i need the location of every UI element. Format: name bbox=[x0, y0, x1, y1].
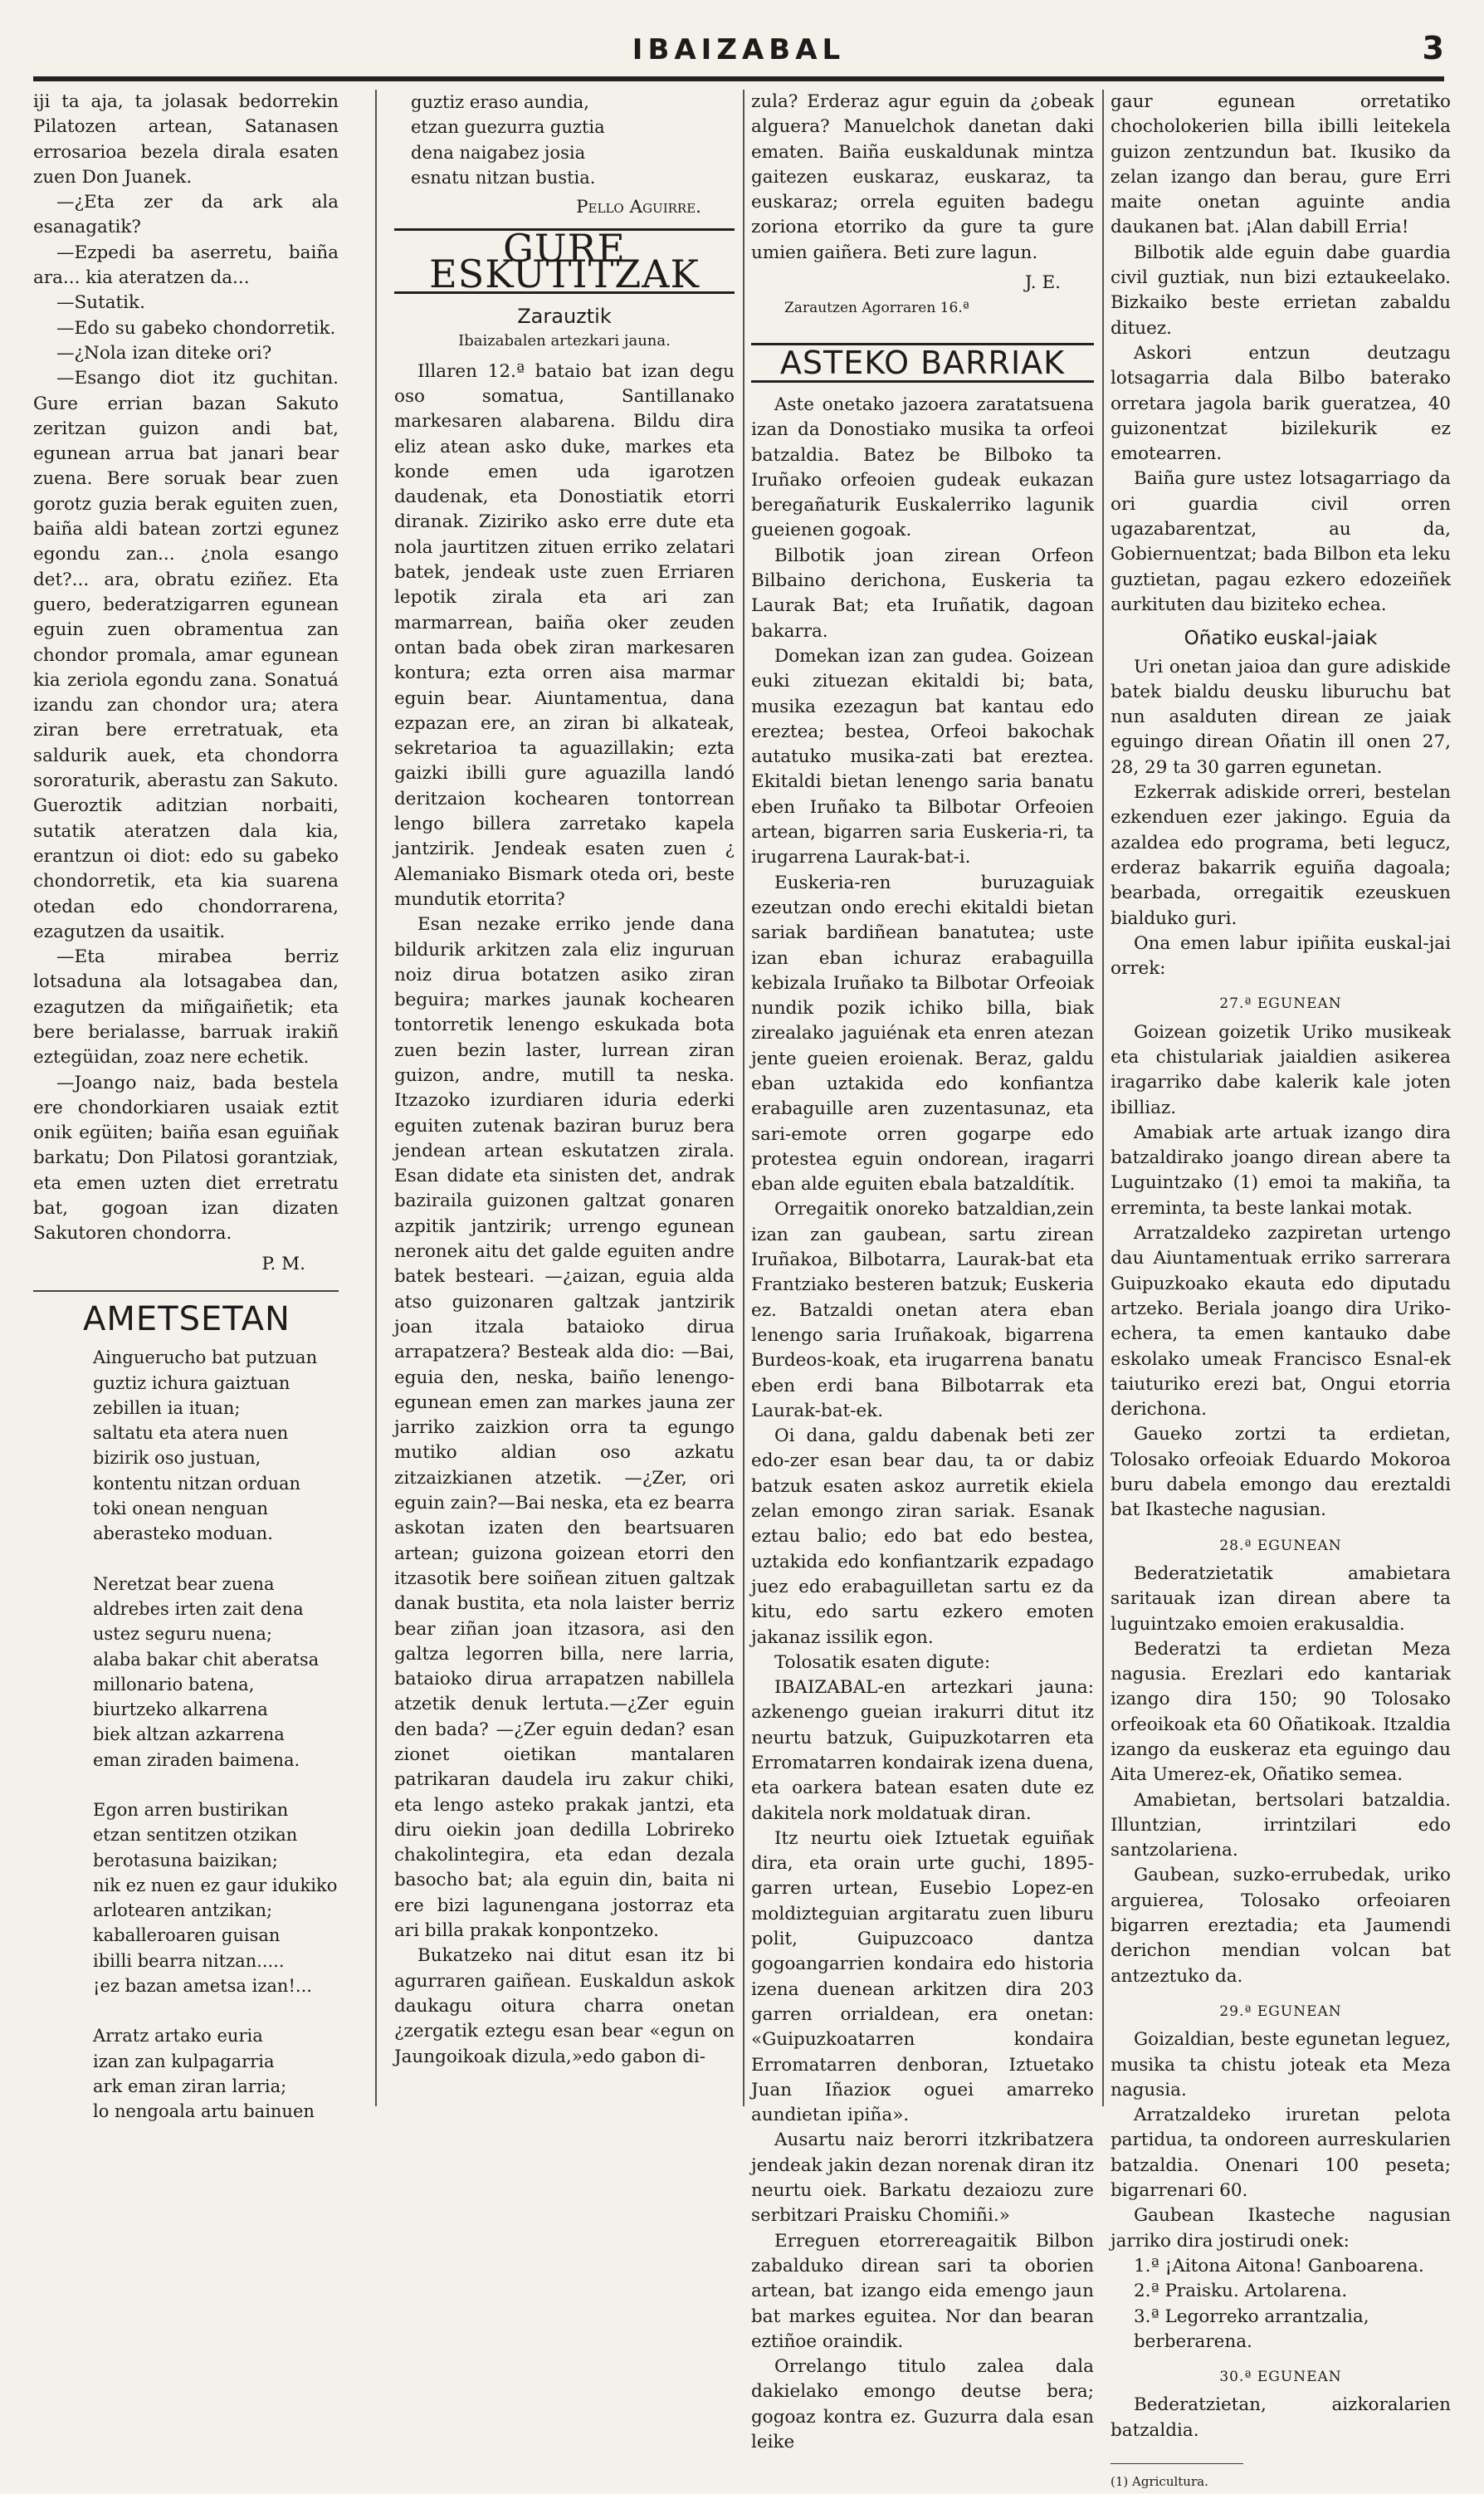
paragraph: Esan nezake erriko jende dana bildurik arkitzen zala eliz inguruan noiz dirua botatzen asiko ziran beguira; markes jaunak kochearen tontorretik lenengo eskukada bota zuen bezin laster, lurrean ziran guizon, andre, mutill ta neska. Itzazoko izurdiaren iduria ederki eguiten zutenak baziran buruz bera jendean artean eskutatzen zirala. Esan didate eta sinisten det, andrak baziraila guizonen galtzat gonaren azpitik jantzirik; urrengo egunean neronek aitu det galde eguiten andre batek besteari. —¿aizan, eguia alda atso guizonaren galtzak jantzirik joan itzala bataioko dirua arrapatzera? Besteak alda dio: —Bai, eguia den, neska, baiño lenengo-egunean emen zan markes jauna zer jarriko zaizkion orra ta egungo mutiko aldian oso azkatu zitzaizkianen atzetik. —¿Zer, ori eguin zain?—Bai neska, eta ez bearra askotan izaten den beartsuaren artean; guizona goizean etorri den itzasotik bere soiñean zituen galtzak danak bustita, eta nola laister berriz bear ziñan joan itzasora, asi den galtza legorren billa, nere larria, bataioko dirua arrapatzen nabillela atzetik denuk lertuta.—¿Zer eguin den bada? —¿Zer eguin dedan? esan zionet oietikan mantalaren patrikaran daudela iru zakur chiki, eta lengo asteko prakak jantzi, eta diru oiekin joan dedilla Lobrireko chakolintegira, eta edan dezala basocho bat; ala eguin din, baita ni ere bizi lagunengana jostorraz eta ari billa prakak konpontzeko. bbox=[394, 914, 735, 1942]
article-signature: P. M. bbox=[261, 1253, 305, 1274]
play-list-item: 3.ª Legorreko arrantzalia, berberarena. bbox=[1134, 2306, 1369, 2352]
poem-line: biek altzan azkarrena bbox=[93, 1724, 285, 1745]
paragraph: IBAIZABAL-en artezkari jauna: azkenengo gueian irakurri ditut itz neurtu batzuk, Guipuzkotarren eta Erromatarren kondairak izena duena, eta oarkera batean esaten dute ez dakitela nork moldatuak diran. bbox=[751, 1677, 1094, 1824]
paragraph: zula? Erderaz agur eguin da ¿obeak alguera? Manuelchok danetan daki ematen. Baiña euskaldunak mintza gaitezen euskaraz, euskaraz, ta euskaraz; orrela eguiten badegu zoriona etorriko da gure ta gure umien gaiñera. Beti zure lagun. bbox=[751, 91, 1094, 263]
poem-line: guztiz ichura gaiztuan bbox=[93, 1372, 290, 1393]
dialogue-article bbox=[33, 90, 339, 1247]
play-list-item: 2.ª Praisku. Artolarena. bbox=[1134, 2281, 1348, 2302]
header-rule bbox=[33, 76, 1444, 81]
paragraph: Askori entzun deutzagu lotsagarria dala Bilbo baterako orretara jagola barik gueratzea, 40 guizonentzat bizilekurik ez emotearren. bbox=[1111, 342, 1451, 465]
paragraph: Illaren 12.ª bataio bat izan degu oso somatua, Santillanako markesaren alabarena. Bildu dira eliz atean asko duke, markes eta konde emen uda igarotzen daudenak, eta Donostiatik etorri diranak. Ziziriko asko erre dute eta nola jaurtitzen zituen erriko zelatari batek, jendeak uste zuen Erriaren lepotik zirala eta ari zan marmarrean, baiña oker zeuden ontan bada obek ziran markesaren kontura; ezta orren aisa marmar eguin bear. Aiuntamentua, dana ezpazan ere, an ziran bi alkateak, sekretarioa ta aguazillakin; ezta gaizki ibilli gure aguazilla landó deritzaion kochearen tontorrean lengo billera zarretako kapela jantzirik. Jendeak esaten zuen ¿ Alemaniako Bismark oteda ori, beste mundutik etorrita? bbox=[394, 360, 735, 910]
poem-line: Neretzat bear zuena bbox=[93, 1573, 275, 1594]
festival-program bbox=[1111, 991, 1451, 2443]
poem-line: izan zan kulpagarria bbox=[93, 2051, 275, 2071]
letter-origin: Zarauztik bbox=[517, 305, 612, 329]
paragraph: —¿Nola izan diteke ori? bbox=[56, 342, 272, 364]
paragraph: Domekan izan zan gudea. Goizean euki zituezan ekitaldi bi; bata, musika ezezagun bat kantau edo ereztea; bestea, Orfeoi bakochak autatuko musika-zati bat ereztea. Ekitaldi bietan lenengo saria banatu eben Iruñako ta Bilbotar Orfeoien artean, bigarren saria Euskeria-ri, ta irugarrena Laurak-bat-i. bbox=[751, 645, 1094, 868]
festival-intro bbox=[1111, 655, 1451, 982]
paragraph: —Edo su gabeko chondorretik. bbox=[56, 317, 336, 339]
poem-line: saltatu eta atera nuen bbox=[93, 1423, 289, 1444]
poem-stanza bbox=[93, 1797, 339, 1998]
poem-line: eman ziraden baimena. bbox=[93, 1749, 300, 1770]
paragraph: Amabietan, bertsolari batzaldia. Illuntzian, irrintzilari edo santzolariena. bbox=[1111, 1789, 1451, 1861]
poem-stanza bbox=[93, 1572, 339, 1773]
letter-place-date: Zarautzen Agorraren 16.ª bbox=[784, 300, 969, 317]
news-continued bbox=[1111, 90, 1451, 618]
column-1 bbox=[33, 90, 339, 2122]
poem-line: Ainguerucho bat putzuan bbox=[93, 1347, 318, 1368]
section-title: ASTEKO BARRIAK bbox=[751, 343, 1094, 383]
poem-stanza bbox=[93, 1345, 339, 1546]
poem-line: etzan sentitzen otzikan bbox=[93, 1825, 298, 1846]
poem-line: Egon arren bustirikan bbox=[93, 1800, 289, 1820]
paragraph: Bilbotik joan zirean Orfeon Bilbaino derichona, Euskeria ta Laurak Bat; eta Iruñatik, dagoan bakarra. bbox=[751, 545, 1094, 642]
paragraph: Ezkerrak adiskide orreri, bestelan ezkenduen ezer jakingo. Eguia da azaldea edo programa, beti legucz, erderaz bakarrik eguiña dagoala; bearbada, orregaitik ezeuskuen bialduko guri. bbox=[1111, 782, 1451, 929]
paragraph: —Joango naiz, bada bestela ere chondorkiaren usaiak eztit onik egüiten; baiña esan eguiñak barkatu; Don Pilatosi gorantziak, eta emen uzten diet erretratu bat, gogoan izan dizaten Sakutoren chondorra. bbox=[33, 1072, 339, 1245]
paragraph: Baiña gure ustez lotsagarriago da ori guardia civil orren ugazabarentzat, au da, Gobiernuentzat; bada Bilbon eta leku guztietan, pagau ezkero edozeiñek aurkituten dau biziteko echea. bbox=[1111, 468, 1451, 615]
paragraph: Gaubean, suzko-errubedak, uriko arguierea, Tolosako orfeoiaren bigarren ereztadia; eta Jaumendi derichon mendian volcan bat antzeztuko da. bbox=[1111, 1865, 1451, 1987]
column-divider bbox=[375, 90, 377, 2106]
letter-signature: J. E. bbox=[1024, 272, 1061, 294]
poem-line: ¡ez bazan ametsa izan!... bbox=[93, 1976, 312, 1997]
poem-line: nik ez nuen ez gaur idukiko bbox=[93, 1875, 338, 1895]
paragraph: —Sutatik. bbox=[56, 292, 145, 314]
poem-line: esnatu nitzan bustia. bbox=[411, 167, 596, 188]
paragraph: Euskeria-ren buruzaguiak ezeutzan ondo erechi ekitaldi bietan sariak bardiñean banatutea; uste izan eban ichuraz erabaguilla kebizala Iruñako ta Bilbotar Orfeoiak nundik pozik ichiko billa, biak zirealako jaguiénak eta enren atezan jente gueien eroienak. Beraz, galdu eban uztakida edo konfiantza erabaguille aren zuzentasunaz, eta sari-emote orren gogarpe edo protestea eguin ondorean, iragarri eban alde eguiten ebala batzaldítik. bbox=[751, 872, 1094, 1196]
day-heading: 27.ª EGUNEAN bbox=[1219, 995, 1342, 1013]
paragraph: —Eta mirabea berriz lotsaduna ala lotsagabea dan, ezagutzen da miñgaiñetik; eta bere berialasse, barruak irakiñ eztegüidan, zoaz nere echetik. bbox=[33, 946, 339, 1069]
paragraph: Uri onetan jaioa dan gure adiskide batek bialdu deusku liburuchu bat nun asalduten direan ze jaiak eguingo direan Oñatin ill onen 27, 28, 29 ta 30 garren egunetan. bbox=[1111, 656, 1451, 778]
section-title: GURE ESKUTITZAK bbox=[394, 228, 735, 294]
paragraph: Arratzaldeko zazpiretan urtengo dau Aiuntamentuak erriko sarrerara Guipuzkoako ekauta edo diputadu artzeko. Beriala joango dira Uriko-echera, ta emen kantauko dabe eskolako umeak Francisco Esnal-ek taiuturiko erezi bat, Ongui etorria derichona. bbox=[1111, 1223, 1451, 1421]
paragraph: —Esango diot itz guchitan. Gure errian bazan Sakuto zeritzan guizon andi bat, egunean arrua bat janari bear zuena. Bere soruak bear zuen gorotz guzia berak eguiten zuen, baiña aldi batean zortzi egunez egondu zan... ¿nola esango det?... ara, obratu eziñez. Eta guero, bederatzigarren egunean eguin zuen obramentua zan chondor promala, amar egunean kia zeriola egondu zana. Sonatuá izandu zan chondor ura; atera ziran bere erretratuak, eta saldurik auek, eta chondorra sororaturik, aberastu zan Sakuto. Gueroztik aditzian norbaiti, sutatik ateratzen dala kia, erantzun oi diot: edo su gabeko chondorretik, eta kia suarena otedan edo chondorrarena, ezagutzen da usaitik. bbox=[33, 368, 339, 942]
poem-line: dena naigabez josia bbox=[411, 142, 586, 163]
paragraph: Itz neurtu oiek Iztuetak eguiñak dira, eta orain urte guchi, 1895-garren urtean, Eusebio Lopez-en moldizteguian argitaratu zuen liburu polit, Guipuzcoaco dantza gogoangarrien kondaira edo historia izena duenean arkitzen dira 203 garren orrialdean, era onetan: «Guipuzkoatarren kondaira Erromatarren denboran, Iztuetako Juan Iñazioк oguei amarreko aundietan ipiña». bbox=[751, 1827, 1094, 2126]
day-heading: 30.ª EGUNEAN bbox=[1219, 2369, 1342, 2386]
poem-line: aberasteko moduan. bbox=[93, 1523, 273, 1544]
poem-title: AMETSETAN bbox=[83, 1299, 290, 1338]
poem-line: kontentu nitzan orduan bbox=[93, 1473, 301, 1494]
paragraph: —Ezpedi ba aserretu, baiña ara... kia ateratzen da... bbox=[33, 242, 339, 289]
letter-salutation: Ibaizabalen artezkari jauna. bbox=[458, 332, 671, 350]
poem-line: arlotearen antzikan; bbox=[93, 1900, 273, 1921]
paragraph: Oi dana, galdu dabenak beti zer edo-zer esan bear dau, ta or dabiz batzuk esaten askoz aurretik ekiela zelan emongo ziran sariak. Esanak eztau balio; edo bat edo bestea, uztakida edo konfiantzarik ezpadago juez edo erabaguilletan sartu ez da kitu, edo sartu ezkero emoten jakanaz issilik egon. bbox=[751, 1425, 1094, 1648]
section-divider bbox=[33, 1290, 339, 1292]
poem-ending bbox=[411, 90, 735, 190]
paragraph: Bederatzi ta erdietan Meza nagusia. Erezlari edo kantariak izango dira 150; 90 Tolosako orfeoikoak eta 60 Oñatikoak. Itzaldia izango da euskeraz eta eguingo dau Aita Umerez-ek, Oñatiko semea. bbox=[1111, 1638, 1451, 1786]
column-2 bbox=[394, 90, 735, 2106]
poem-body bbox=[93, 1345, 339, 2124]
poem-line: berotasuna baizikan; bbox=[93, 1850, 278, 1870]
column-4 bbox=[1111, 90, 1451, 2490]
paragraph: Bederatzietatik amabietara saritauak izan direan abere ta luguintzako emoien erakusaldia. bbox=[1111, 1562, 1451, 1635]
paragraph: iji ta aja, ta jolasak bedorrekin Pilatozen artean, Satanasen errosarioa bezela dirala esaten zuen Don Juanek. bbox=[33, 91, 339, 188]
paragraph: Bilbotik alde eguin dabe guardia civil guztiak, nun bizi eztaukeelako. Bizkaiko beste errietan zabaldu dituez. bbox=[1111, 242, 1451, 339]
poem-line: ark eman ziran larria; bbox=[93, 2076, 287, 2096]
poem-line: aldrebes irten zait dena bbox=[93, 1598, 304, 1619]
paragraph: Ona emen labur ipiñita euskal-jai orrek: bbox=[1111, 932, 1451, 980]
page-number: 3 bbox=[1422, 30, 1444, 66]
paragraph: —¿Eta zer da ark ala esanagatik? bbox=[33, 192, 339, 238]
paragraph: Amabiak arte artuak izango dira batzaldirako joango direan abere ta Luguintzako (1) emoi ta makiña, ta erreminta, ta beste lankai motak. bbox=[1111, 1122, 1451, 1219]
letter-ending bbox=[751, 90, 1094, 266]
poem-line: bizirik oso justuan, bbox=[93, 1448, 261, 1469]
poem-line: millonario batena, bbox=[93, 1674, 255, 1694]
poem-line: ustez seguru nuena; bbox=[93, 1624, 272, 1645]
paragraph: Arratzaldeko iruretan pelota partidua, ta ondoreen aurreskularien batzaldia. Onenari 100 peseta; bigarrenari 60. bbox=[1111, 2105, 1451, 2202]
poem-line: toki onean nenguan bbox=[93, 1499, 269, 1519]
paragraph: Orrelango titulo zalea dala dakielako emongo deutse bera; gogoaz kontra ez. Guzurra dala esan leike bbox=[751, 2356, 1094, 2453]
column-divider bbox=[743, 90, 744, 2106]
paragraph: Bederatzietan, aizkoralarien batzaldia. bbox=[1111, 2394, 1451, 2441]
poem-line: etzan guezurra guztia bbox=[411, 117, 605, 138]
letter-body bbox=[394, 359, 735, 2070]
paragraph: Bukatzeko nai ditut esan itz bi agurraren gaiñean. Euskaldun askok daukagu oitura charra onetan ¿zergatik eztegu esan bear «egun on Jaungoikoak dizula,»edo gabon di- bbox=[394, 1945, 735, 2067]
paragraph: Orregaitik onoreko batzaldian,zein izan zan gaubean, sartu zirean Iruñakoa, Bilbotarra, Laurak-bat eta Frantziako besteren batzuk; Euskeria ez. Batzaldi onetan atera eban lenengo saria Iruñakoak, bigarrena Burdeos-koak, eta irugarrena banatu eben erdi bana Bilbotarrak eta Laurak-bat-ek. bbox=[751, 1199, 1094, 1421]
column-3 bbox=[751, 90, 1094, 2453]
news-body bbox=[751, 393, 1094, 2455]
paragraph: Goizaldian, beste egunetan leguez, musika ta chistu joteak eta Meza nagusia. bbox=[1111, 2029, 1451, 2100]
paragraph: Goizean goizetik Uriko musikeak eta chistulariak jaialdien asikerea iragarriko dabe kalerik kale joten ibilliaz. bbox=[1111, 1021, 1451, 1118]
paragraph: Erreguen etorrereagaitik Bilbon zabalduko direan sari ta oborien artean, bat izango eida emengo jaun bat markes eguitea. Nor dan bearan eztiñoe oraindik. bbox=[751, 2230, 1094, 2352]
poem-signature: Pello Aguirre. bbox=[576, 197, 701, 218]
section-title: Oñatiko euskal-jaiak bbox=[1184, 628, 1378, 650]
poem-line: guztiz eraso aundia, bbox=[411, 92, 589, 112]
poem-line: ibilli bearra nitzan..... bbox=[93, 1950, 285, 1971]
poem-line: alaba bakar chit aberatsa bbox=[93, 1649, 320, 1670]
poem-line: zebillen ia ituan; bbox=[93, 1397, 241, 1418]
poem-line: Arratz artako euria bbox=[93, 2026, 263, 2047]
poem-stanza bbox=[93, 2023, 339, 2124]
poem-line: lo nengoala artu bainuen bbox=[93, 2101, 315, 2122]
day-heading: 29.ª EGUNEAN bbox=[1219, 2003, 1342, 2020]
day-heading: 28.ª EGUNEAN bbox=[1219, 1537, 1342, 1554]
paragraph: Ausartu naiz berorri itzkribatzera jendeak jakin dezan norenak diran itz neurtu oiek. Barkatu dezaiozu zure serbitzari Praisku Chomiñi.» bbox=[751, 2130, 1094, 2227]
paragraph: Gaueko zortzi ta erdietan, Tolosako orfeoiak Eduardo Mokoroa buru dabela emongo dau ereztaldi bat Ikasteche nagusian. bbox=[1111, 1424, 1451, 1521]
poem-line: kaballeroaren guisan bbox=[93, 1925, 281, 1946]
masthead: IBAIZABAL bbox=[632, 33, 846, 66]
play-list-item: 1.ª ¡Aitona Aitona! Ganboarena. bbox=[1134, 2255, 1424, 2276]
page-header bbox=[33, 23, 1444, 81]
paragraph: Tolosatik esaten digute: bbox=[774, 1651, 991, 1673]
paragraph: Aste onetako jazoera zaratatsuena izan da Donostiako musika ta orfeoi batzaldia. Batez be Bilboko ta Iruñako orfeoien gudeak eukazan beregañaturik Euskalerriko lagunik gueienen gogoak. bbox=[751, 394, 1094, 541]
paragraph: Gaubean Ikasteche nagusian jarriko dira jostirudi onek: bbox=[1111, 2205, 1451, 2252]
footnote: (1) Agricultura. bbox=[1111, 2463, 1243, 2494]
column-divider bbox=[1102, 90, 1104, 2106]
poem-line: biurtzeko alkarrena bbox=[93, 1699, 268, 1720]
paragraph: gaur egunean orretatiko chocholokerien billa ibilli leitekela guizon zentzundun bat. Ikusiko da zelan izango dan berau, gure Erri maite onetan aguinte andia daukanen bat. ¡Alan dabill Erria! bbox=[1111, 91, 1451, 238]
